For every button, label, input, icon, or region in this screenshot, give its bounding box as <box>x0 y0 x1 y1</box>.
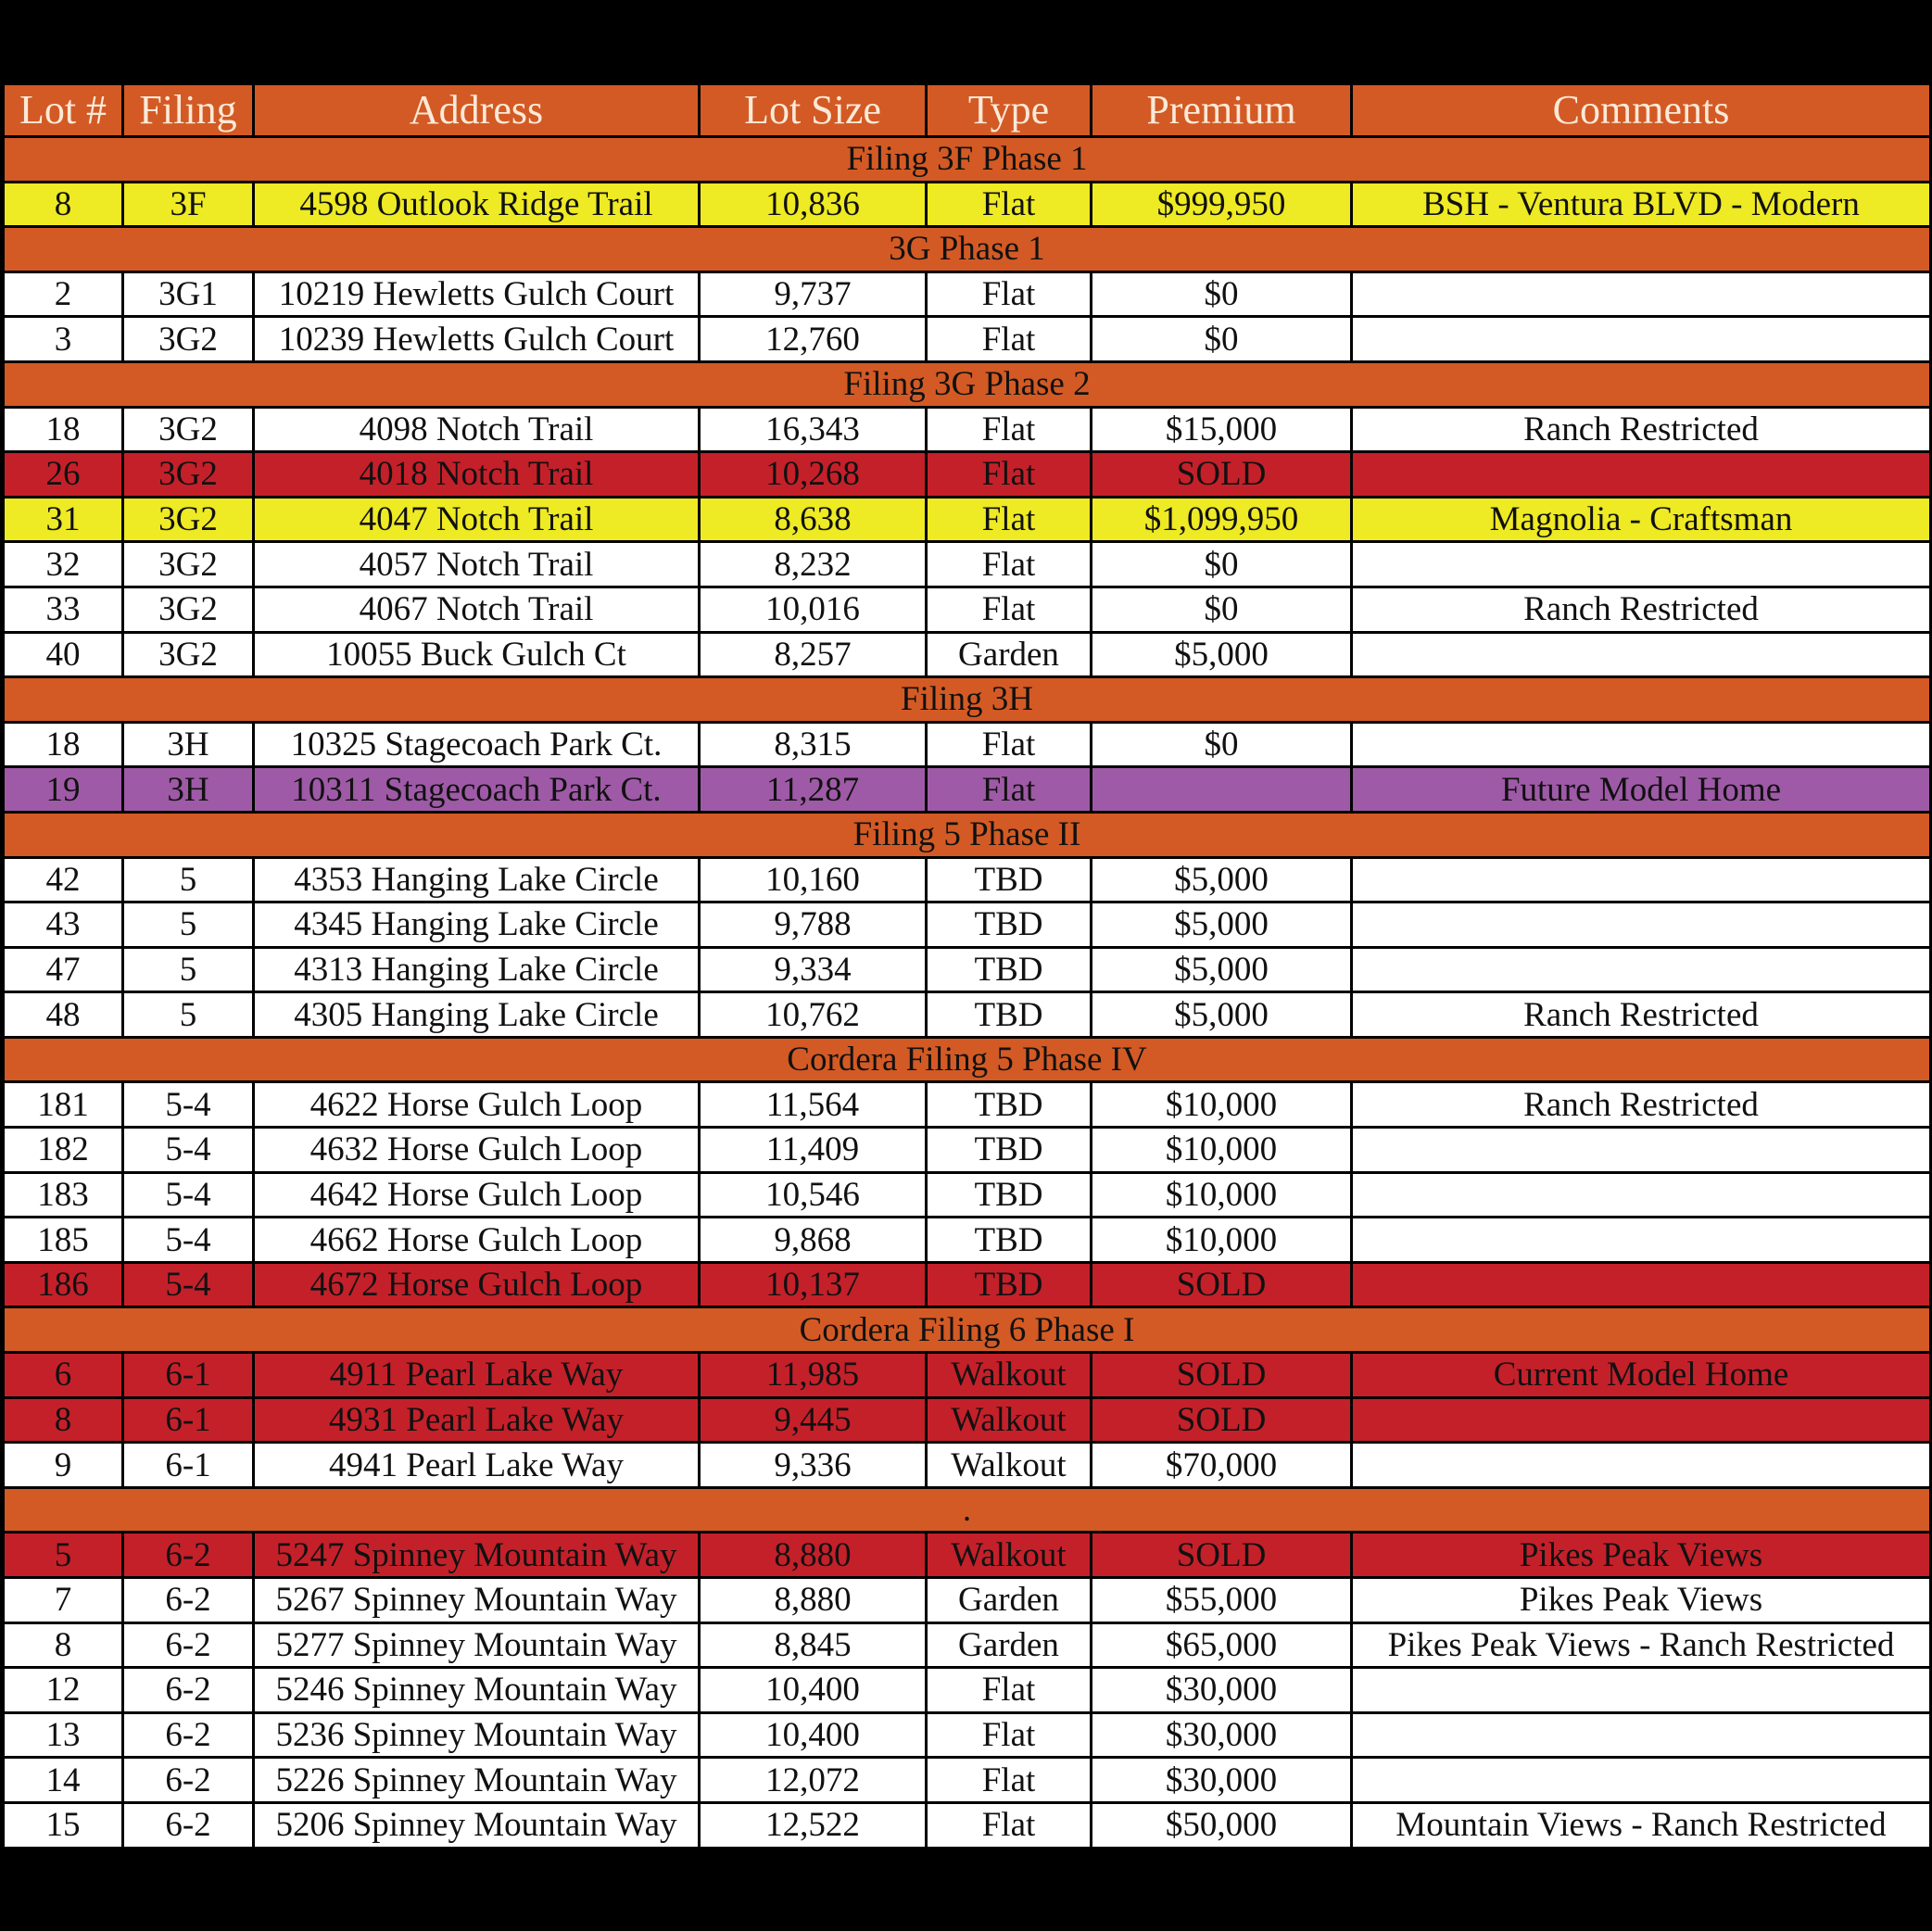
table-row <box>4 1082 1931 1128</box>
premium-cell: $30,000 <box>1092 1668 1352 1713</box>
comments-cell: Future Model Home <box>1352 767 1931 813</box>
comments-cell <box>1352 1172 1931 1218</box>
lot-size-cell: 9,334 <box>700 947 927 992</box>
type-cell: Garden <box>927 1622 1092 1668</box>
comments-cell: Ranch Restricted <box>1352 407 1931 452</box>
filing-cell: 5 <box>123 902 254 948</box>
type-cell: Walkout <box>927 1443 1092 1488</box>
table-row <box>4 632 1931 677</box>
address-cell: 4067 Notch Trail <box>254 587 700 632</box>
comments-cell: Magnolia - Craftsman <box>1352 497 1931 542</box>
lot-size-cell: 16,343 <box>700 407 927 452</box>
type-cell: Flat <box>927 497 1092 542</box>
table-row <box>4 1533 1931 1578</box>
table-row <box>4 857 1931 902</box>
lot-cell: 8 <box>4 1397 123 1443</box>
filing-cell: 3G2 <box>123 452 254 498</box>
lot-size-cell: 12,072 <box>700 1758 927 1803</box>
premium-cell: $999,950 <box>1092 182 1352 227</box>
lot-size-cell: 10,836 <box>700 182 927 227</box>
premium-cell: $0 <box>1092 587 1352 632</box>
table-row <box>4 1397 1931 1443</box>
comments-cell <box>1352 1262 1931 1307</box>
table-row <box>4 407 1931 452</box>
filing-cell: 3H <box>123 767 254 813</box>
filing-cell: 5-4 <box>123 1262 254 1307</box>
comments-cell: Ranch Restricted <box>1352 992 1931 1038</box>
table-row <box>4 1262 1931 1307</box>
premium-cell: $10,000 <box>1092 1128 1352 1173</box>
address-cell: 4598 Outlook Ridge Trail <box>254 182 700 227</box>
col-header-lot: Lot # <box>4 84 123 137</box>
premium-cell: $10,000 <box>1092 1218 1352 1263</box>
lot-cell: 185 <box>4 1218 123 1263</box>
type-cell: TBD <box>927 1262 1092 1307</box>
table-row <box>4 542 1931 587</box>
lot-size-cell: 11,287 <box>700 767 927 813</box>
address-cell: 5267 Spinney Mountain Way <box>254 1578 700 1623</box>
premium-cell: $15,000 <box>1092 407 1352 452</box>
comments-cell <box>1352 542 1931 587</box>
section-title: Filing 3F Phase 1 <box>4 137 1931 183</box>
comments-cell <box>1352 1443 1931 1488</box>
type-cell: TBD <box>927 857 1092 902</box>
comments-cell <box>1352 902 1931 948</box>
lot-cell: 8 <box>4 1622 123 1668</box>
lot-size-cell: 11,564 <box>700 1082 927 1128</box>
type-cell: Flat <box>927 767 1092 813</box>
type-cell: Flat <box>927 542 1092 587</box>
type-cell: Flat <box>927 452 1092 498</box>
comments-cell <box>1352 1397 1931 1443</box>
lot-size-cell: 9,445 <box>700 1397 927 1443</box>
address-cell: 4098 Notch Trail <box>254 407 700 452</box>
lot-size-cell: 10,268 <box>700 452 927 498</box>
lot-cell: 47 <box>4 947 123 992</box>
section-header-row <box>4 227 1931 272</box>
table-row <box>4 1172 1931 1218</box>
lot-size-cell: 8,257 <box>700 632 927 677</box>
lot-size-cell: 12,760 <box>700 317 927 362</box>
table-row <box>4 767 1931 813</box>
comments-cell: Current Model Home <box>1352 1353 1931 1398</box>
filing-cell: 3G1 <box>123 271 254 317</box>
address-cell: 4931 Pearl Lake Way <box>254 1397 700 1443</box>
type-cell: Flat <box>927 271 1092 317</box>
comments-cell <box>1352 1668 1931 1713</box>
address-cell: 4662 Horse Gulch Loop <box>254 1218 700 1263</box>
lot-size-cell: 10,546 <box>700 1172 927 1218</box>
comments-cell <box>1352 632 1931 677</box>
address-cell: 4305 Hanging Lake Circle <box>254 992 700 1038</box>
type-cell: Flat <box>927 407 1092 452</box>
premium-cell: $10,000 <box>1092 1172 1352 1218</box>
table-row <box>4 497 1931 542</box>
table-row <box>4 992 1931 1038</box>
address-cell: 10055 Buck Gulch Ct <box>254 632 700 677</box>
comments-cell: Ranch Restricted <box>1352 1082 1931 1128</box>
table-row <box>4 1622 1931 1668</box>
filing-cell: 5-4 <box>123 1082 254 1128</box>
premium-cell: $0 <box>1092 542 1352 587</box>
lot-cell: 181 <box>4 1082 123 1128</box>
address-cell: 5226 Spinney Mountain Way <box>254 1758 700 1803</box>
premium-cell: $0 <box>1092 271 1352 317</box>
comments-cell: Pikes Peak Views - Ranch Restricted <box>1352 1622 1931 1668</box>
type-cell: Garden <box>927 1578 1092 1623</box>
filing-cell: 6-1 <box>123 1443 254 1488</box>
table-row <box>4 902 1931 948</box>
type-cell: TBD <box>927 1128 1092 1173</box>
premium-cell: $10,000 <box>1092 1082 1352 1128</box>
comments-cell: BSH - Ventura BLVD - Modern <box>1352 182 1931 227</box>
lot-cell: 40 <box>4 632 123 677</box>
lot-size-cell: 10,762 <box>700 992 927 1038</box>
section-header-row <box>4 137 1931 183</box>
address-cell: 10219 Hewletts Gulch Court <box>254 271 700 317</box>
type-cell: TBD <box>927 992 1092 1038</box>
comments-cell <box>1352 857 1931 902</box>
lot-cell: 13 <box>4 1712 123 1758</box>
lot-cell: 7 <box>4 1578 123 1623</box>
section-title: Cordera Filing 5 Phase IV <box>4 1037 1931 1082</box>
table-row <box>4 317 1931 362</box>
comments-cell <box>1352 1712 1931 1758</box>
filing-cell: 5 <box>123 947 254 992</box>
comments-cell: Pikes Peak Views <box>1352 1578 1931 1623</box>
comments-cell <box>1352 1758 1931 1803</box>
premium-cell: $65,000 <box>1092 1622 1352 1668</box>
filing-cell: 5-4 <box>123 1172 254 1218</box>
lot-cell: 32 <box>4 542 123 587</box>
comments-cell <box>1352 1218 1931 1263</box>
filing-cell: 6-2 <box>123 1712 254 1758</box>
address-cell: 4642 Horse Gulch Loop <box>254 1172 700 1218</box>
lot-size-cell: 12,522 <box>700 1802 927 1848</box>
type-cell: Flat <box>927 587 1092 632</box>
lot-cell: 33 <box>4 587 123 632</box>
type-cell: TBD <box>927 902 1092 948</box>
address-cell: 10239 Hewletts Gulch Court <box>254 317 700 362</box>
table-row <box>4 1802 1931 1848</box>
lot-size-cell: 10,137 <box>700 1262 927 1307</box>
lot-size-cell: 9,868 <box>700 1218 927 1263</box>
address-cell: 4353 Hanging Lake Circle <box>254 857 700 902</box>
table-row <box>4 271 1931 317</box>
premium-cell: SOLD <box>1092 1533 1352 1578</box>
lot-size-cell: 8,880 <box>700 1533 927 1578</box>
filing-cell: 5 <box>123 992 254 1038</box>
col-header-filing: Filing <box>123 84 254 137</box>
table-row <box>4 947 1931 992</box>
premium-cell: $70,000 <box>1092 1443 1352 1488</box>
type-cell: Garden <box>927 632 1092 677</box>
lot-size-cell: 11,985 <box>700 1353 927 1398</box>
lot-cell: 18 <box>4 722 123 767</box>
filing-cell: 6-2 <box>123 1533 254 1578</box>
comments-cell: Pikes Peak Views <box>1352 1533 1931 1578</box>
section-title: . <box>4 1487 1931 1533</box>
section-title: Filing 3G Phase 2 <box>4 361 1931 407</box>
filing-cell: 6-1 <box>123 1353 254 1398</box>
premium-cell: SOLD <box>1092 1262 1352 1307</box>
type-cell: TBD <box>927 1082 1092 1128</box>
comments-cell: Ranch Restricted <box>1352 587 1931 632</box>
address-cell: 5206 Spinney Mountain Way <box>254 1802 700 1848</box>
type-cell: Walkout <box>927 1533 1092 1578</box>
address-cell: 4047 Notch Trail <box>254 497 700 542</box>
comments-cell <box>1352 1128 1931 1173</box>
type-cell: Flat <box>927 1712 1092 1758</box>
lot-cell: 48 <box>4 992 123 1038</box>
type-cell: Flat <box>927 1668 1092 1713</box>
comments-cell <box>1352 947 1931 992</box>
col-header-premium: Premium <box>1092 84 1352 137</box>
table-row <box>4 1758 1931 1803</box>
type-cell: Flat <box>927 1758 1092 1803</box>
lot-cell: 3 <box>4 317 123 362</box>
lot-cell: 186 <box>4 1262 123 1307</box>
table-row <box>4 1578 1931 1623</box>
section-header-row <box>4 677 1931 723</box>
table-row <box>4 722 1931 767</box>
address-cell: 4672 Horse Gulch Loop <box>254 1262 700 1307</box>
comments-cell <box>1352 722 1931 767</box>
lot-cell: 182 <box>4 1128 123 1173</box>
type-cell: Flat <box>927 722 1092 767</box>
lot-table <box>2 82 1932 1849</box>
lot-cell: 183 <box>4 1172 123 1218</box>
lot-size-cell: 8,232 <box>700 542 927 587</box>
type-cell: Walkout <box>927 1397 1092 1443</box>
filing-cell: 6-2 <box>123 1758 254 1803</box>
lot-cell: 12 <box>4 1668 123 1713</box>
address-cell: 4057 Notch Trail <box>254 542 700 587</box>
premium-cell <box>1092 767 1352 813</box>
lot-size-cell: 9,336 <box>700 1443 927 1488</box>
address-cell: 5247 Spinney Mountain Way <box>254 1533 700 1578</box>
lot-cell: 9 <box>4 1443 123 1488</box>
premium-cell: $30,000 <box>1092 1712 1352 1758</box>
col-header-type: Type <box>927 84 1092 137</box>
lot-cell: 5 <box>4 1533 123 1578</box>
section-title: Filing 3H <box>4 677 1931 723</box>
lot-size-cell: 8,845 <box>700 1622 927 1668</box>
premium-cell: $50,000 <box>1092 1802 1352 1848</box>
type-cell: Walkout <box>927 1353 1092 1398</box>
filing-cell: 6-2 <box>123 1622 254 1668</box>
filing-cell: 5-4 <box>123 1128 254 1173</box>
type-cell: Flat <box>927 317 1092 362</box>
premium-cell: $1,099,950 <box>1092 497 1352 542</box>
filing-cell: 5 <box>123 857 254 902</box>
lot-cell: 15 <box>4 1802 123 1848</box>
address-cell: 5236 Spinney Mountain Way <box>254 1712 700 1758</box>
lot-size-cell: 10,400 <box>700 1712 927 1758</box>
filing-cell: 3F <box>123 182 254 227</box>
address-cell: 5277 Spinney Mountain Way <box>254 1622 700 1668</box>
col-header-comments: Comments <box>1352 84 1931 137</box>
address-cell: 4941 Pearl Lake Way <box>254 1443 700 1488</box>
lot-size-cell: 10,016 <box>700 587 927 632</box>
address-cell: 4018 Notch Trail <box>254 452 700 498</box>
lot-size-cell: 9,788 <box>700 902 927 948</box>
lot-cell: 43 <box>4 902 123 948</box>
section-title: Cordera Filing 6 Phase I <box>4 1307 1931 1353</box>
lot-cell: 19 <box>4 767 123 813</box>
filing-cell: 6-2 <box>123 1578 254 1623</box>
filing-cell: 3G2 <box>123 497 254 542</box>
table-row <box>4 1712 1931 1758</box>
premium-cell: $5,000 <box>1092 857 1352 902</box>
premium-cell: $30,000 <box>1092 1758 1352 1803</box>
comments-cell <box>1352 317 1931 362</box>
premium-cell: SOLD <box>1092 452 1352 498</box>
table-row <box>4 182 1931 227</box>
section-header-row <box>4 812 1931 857</box>
lot-cell: 8 <box>4 182 123 227</box>
address-cell: 5246 Spinney Mountain Way <box>254 1668 700 1713</box>
section-header-row <box>4 1307 1931 1353</box>
lot-size-cell: 8,880 <box>700 1578 927 1623</box>
lot-cell: 14 <box>4 1758 123 1803</box>
address-cell: 4313 Hanging Lake Circle <box>254 947 700 992</box>
filing-cell: 3G2 <box>123 317 254 362</box>
filing-cell: 6-2 <box>123 1668 254 1713</box>
premium-cell: SOLD <box>1092 1353 1352 1398</box>
col-header-lot-size: Lot Size <box>700 84 927 137</box>
filing-cell: 6-2 <box>123 1802 254 1848</box>
comments-cell <box>1352 271 1931 317</box>
filing-cell: 3H <box>123 722 254 767</box>
type-cell: TBD <box>927 947 1092 992</box>
type-cell: Flat <box>927 182 1092 227</box>
table-row <box>4 587 1931 632</box>
col-header-address: Address <box>254 84 700 137</box>
lot-cell: 31 <box>4 497 123 542</box>
address-cell: 10311 Stagecoach Park Ct. <box>254 767 700 813</box>
lot-size-cell: 8,315 <box>700 722 927 767</box>
filing-cell: 6-1 <box>123 1397 254 1443</box>
lot-cell: 26 <box>4 452 123 498</box>
lot-size-cell: 10,160 <box>700 857 927 902</box>
comments-cell: Mountain Views - Ranch Restricted <box>1352 1802 1931 1848</box>
section-title: Filing 5 Phase II <box>4 812 1931 857</box>
premium-cell: $0 <box>1092 317 1352 362</box>
premium-cell: $5,000 <box>1092 902 1352 948</box>
table-body <box>4 137 1931 1849</box>
lot-size-cell: 8,638 <box>700 497 927 542</box>
address-cell: 4911 Pearl Lake Way <box>254 1353 700 1398</box>
filing-cell: 3G2 <box>123 587 254 632</box>
section-title: 3G Phase 1 <box>4 227 1931 272</box>
lot-cell: 6 <box>4 1353 123 1398</box>
lot-size-cell: 10,400 <box>700 1668 927 1713</box>
header-row <box>4 84 1931 137</box>
premium-cell: SOLD <box>1092 1397 1352 1443</box>
filing-cell: 3G2 <box>123 542 254 587</box>
table-row <box>4 1218 1931 1263</box>
comments-cell <box>1352 452 1931 498</box>
lot-size-cell: 9,737 <box>700 271 927 317</box>
premium-cell: $5,000 <box>1092 992 1352 1038</box>
address-cell: 4345 Hanging Lake Circle <box>254 902 700 948</box>
lot-cell: 18 <box>4 407 123 452</box>
premium-cell: $55,000 <box>1092 1578 1352 1623</box>
filing-cell: 3G2 <box>123 407 254 452</box>
section-header-row <box>4 361 1931 407</box>
type-cell: Flat <box>927 1802 1092 1848</box>
type-cell: TBD <box>927 1172 1092 1218</box>
address-cell: 10325 Stagecoach Park Ct. <box>254 722 700 767</box>
premium-cell: $0 <box>1092 722 1352 767</box>
address-cell: 4622 Horse Gulch Loop <box>254 1082 700 1128</box>
table-row <box>4 1128 1931 1173</box>
table-row <box>4 1353 1931 1398</box>
address-cell: 4632 Horse Gulch Loop <box>254 1128 700 1173</box>
table-row <box>4 1668 1931 1713</box>
filing-cell: 3G2 <box>123 632 254 677</box>
lot-cell: 42 <box>4 857 123 902</box>
section-header-row <box>4 1487 1931 1533</box>
table-row <box>4 452 1931 498</box>
lot-size-cell: 11,409 <box>700 1128 927 1173</box>
lot-cell: 2 <box>4 271 123 317</box>
table-row <box>4 1443 1931 1488</box>
filing-cell: 5-4 <box>123 1218 254 1263</box>
premium-cell: $5,000 <box>1092 632 1352 677</box>
premium-cell: $5,000 <box>1092 947 1352 992</box>
type-cell: TBD <box>927 1218 1092 1263</box>
section-header-row <box>4 1037 1931 1082</box>
